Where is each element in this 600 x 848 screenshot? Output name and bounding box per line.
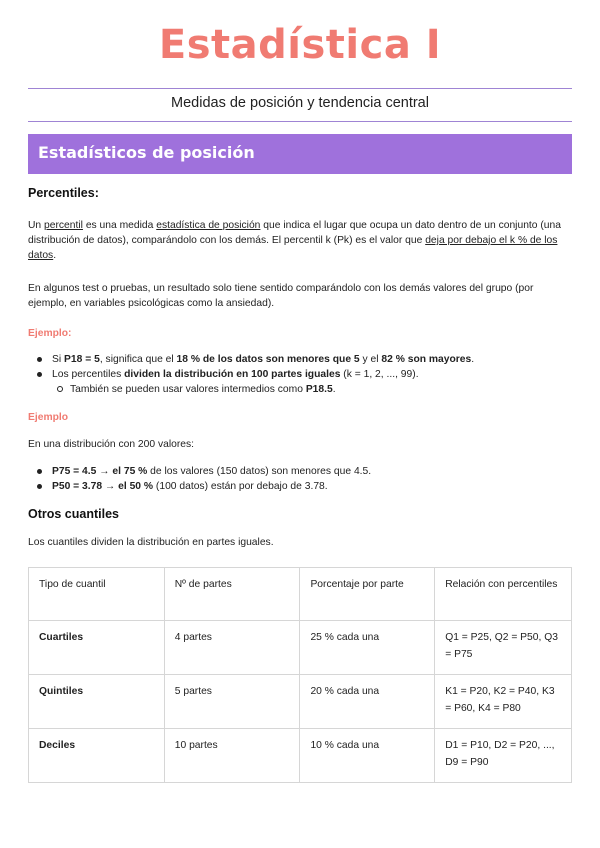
list-item [28, 479, 572, 494]
bottom-divider [28, 121, 572, 122]
percentile-definition [28, 218, 572, 263]
document-title: Estadística I [158, 22, 442, 68]
underlined-term: percentil [44, 220, 83, 231]
table-cell: 20 % cada una [300, 675, 435, 729]
cuantiles-heading: Otros cuantiles [28, 507, 119, 521]
table-cell: Quintiles [29, 675, 165, 729]
bold-text: P18.5 [305, 384, 333, 395]
underlined-term: estadística de posición [156, 220, 261, 231]
text-run: , significa que el [99, 354, 177, 365]
text-run: . [471, 354, 475, 365]
text-run: (100 datos) están por debajo de 3.78. [153, 481, 328, 492]
table-cell: D1 = P10, D2 = P20, ..., D9 = P90 [435, 729, 572, 783]
table-row [29, 621, 572, 675]
list-item [28, 352, 572, 367]
table-row [29, 675, 572, 729]
table-header-cell: Tipo de cuantil [29, 568, 165, 621]
table-cell: 25 % cada una [300, 621, 435, 675]
example-label: Ejemplo: [28, 328, 72, 339]
table-header-cell: Porcentaje por parte [300, 568, 435, 621]
bold-text: P50 = 3.78 → el 50 % [52, 481, 154, 492]
example2-intro: En una distribución con 200 valores: [28, 439, 194, 450]
cuantiles-intro: Los cuantiles dividen la distribución en partes iguales. [28, 537, 274, 548]
bold-text: dividen la distribución en 100 partes iguales [124, 369, 341, 380]
table-cell: 10 partes [164, 729, 300, 783]
table-header-cell: Nº de partes [164, 568, 300, 621]
table-header-cell: Relación con percentiles [435, 568, 572, 621]
cuantiles-table [28, 567, 572, 783]
table-cell: 10 % cada una [300, 729, 435, 783]
example-label: Ejemplo [28, 412, 69, 423]
underlined-term: deja por debajo el k % de los datos [28, 235, 558, 261]
list-item [28, 367, 572, 382]
text-run: También se pueden usar valores intermedios como [70, 384, 306, 395]
text-run: . [332, 384, 336, 395]
table-cell: 4 partes [164, 621, 300, 675]
text-run: . [53, 250, 57, 261]
text-run: Los percentiles [52, 369, 125, 380]
table-cell: K1 = P20, K2 = P40, K3 = P60, K4 = P80 [435, 675, 572, 729]
top-divider [28, 88, 572, 89]
text-run: de los valores (150 datos) son menores que 4.5. [147, 466, 372, 477]
percentile-context-paragraph: En algunos test o pruebas, un resultado solo tiene sentido comparándolo con los demás valores del grupo (por ejemplo, en variables psicológicas como la ansiedad). [28, 283, 534, 309]
content-body [28, 186, 572, 550]
text-run: que indica el lugar que ocupa un dato dentro de un conjunto (una distribución de datos), comparándolo con los demás. El percentil k (Pk) es el valor que [28, 220, 561, 246]
section-header [28, 134, 572, 174]
text-run: y el [359, 354, 382, 365]
bold-text: 18 % de los datos son menores que 5 [176, 354, 360, 365]
table-row [29, 729, 572, 783]
bold-text: 82 % son mayores [381, 354, 472, 365]
table-header-row [29, 568, 572, 621]
table-cell: 5 partes [164, 675, 300, 729]
text-run: Si [52, 354, 65, 365]
text-run: (k = 1, 2, ..., 99). [340, 369, 419, 380]
example2-list [28, 464, 572, 494]
bold-text: P75 = 4.5 → el 75 % [52, 466, 148, 477]
list-item [28, 464, 572, 479]
bold-text: P18 = 5 [64, 354, 100, 365]
table-cell: Q1 = P25, Q2 = P50, Q3 = P75 [435, 621, 572, 675]
example1-list [28, 352, 572, 397]
text-run: es una medida [82, 220, 157, 231]
document-subtitle: Medidas de posición y tendencia central [171, 95, 429, 111]
table-cell: Cuartiles [29, 621, 165, 675]
section-title: Estadísticos de posición [38, 143, 255, 162]
sub-list-item [28, 382, 572, 397]
text-run: Un [28, 220, 45, 231]
percentiles-heading: Percentiles: [28, 186, 99, 200]
table-cell: Deciles [29, 729, 165, 783]
